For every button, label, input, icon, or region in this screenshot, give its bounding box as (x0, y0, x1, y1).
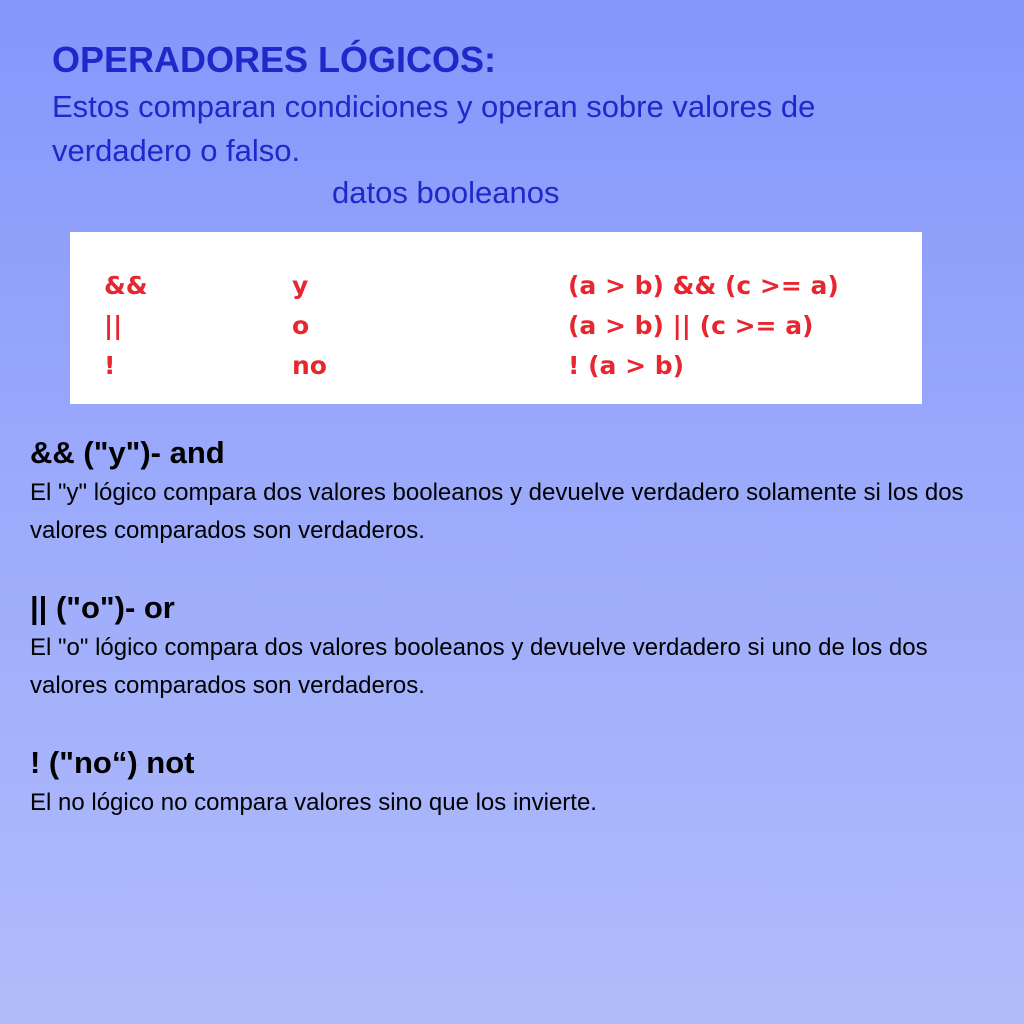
operator-row-and (70, 267, 922, 305)
operator-symbol: || (104, 311, 123, 340)
section-not-body: El no lógico no compara valores sino que los invierte. (30, 789, 597, 816)
operator-symbol: ! (104, 351, 116, 380)
operator-example: (a > b) && (c >= a) (568, 271, 839, 300)
operator-example: ! (a > b) (568, 351, 685, 380)
operator-example: (a > b) || (c >= a) (568, 311, 814, 340)
operators-table-image (70, 232, 922, 404)
operator-word: y (292, 271, 309, 300)
operator-word: o (292, 311, 310, 340)
section-or-body: El "o" lógico compara dos valores booleanos y devuelve verdadero si uno de los dos valores comparados son verdaderos. (30, 634, 928, 699)
section-not-heading: ! ("no“) not (30, 745, 195, 780)
slide-subtitle-booleans: datos booleanos (332, 175, 560, 210)
operator-symbol: && (104, 271, 148, 300)
operator-word: no (292, 351, 327, 380)
operator-row-or (70, 307, 922, 345)
section-or-heading: || ("o")- or (30, 590, 175, 625)
operator-row-not (70, 347, 922, 385)
slide-subtitle: Estos comparan condiciones y operan sobre valores de verdadero o falso. (52, 89, 816, 168)
section-and-body: El "y" lógico compara dos valores booleanos y devuelve verdadero solamente si los dos valores comparados son verdaderos. (30, 479, 964, 544)
section-and-heading: && ("y")- and (30, 435, 225, 470)
slide-title: OPERADORES LÓGICOS: (52, 39, 497, 80)
